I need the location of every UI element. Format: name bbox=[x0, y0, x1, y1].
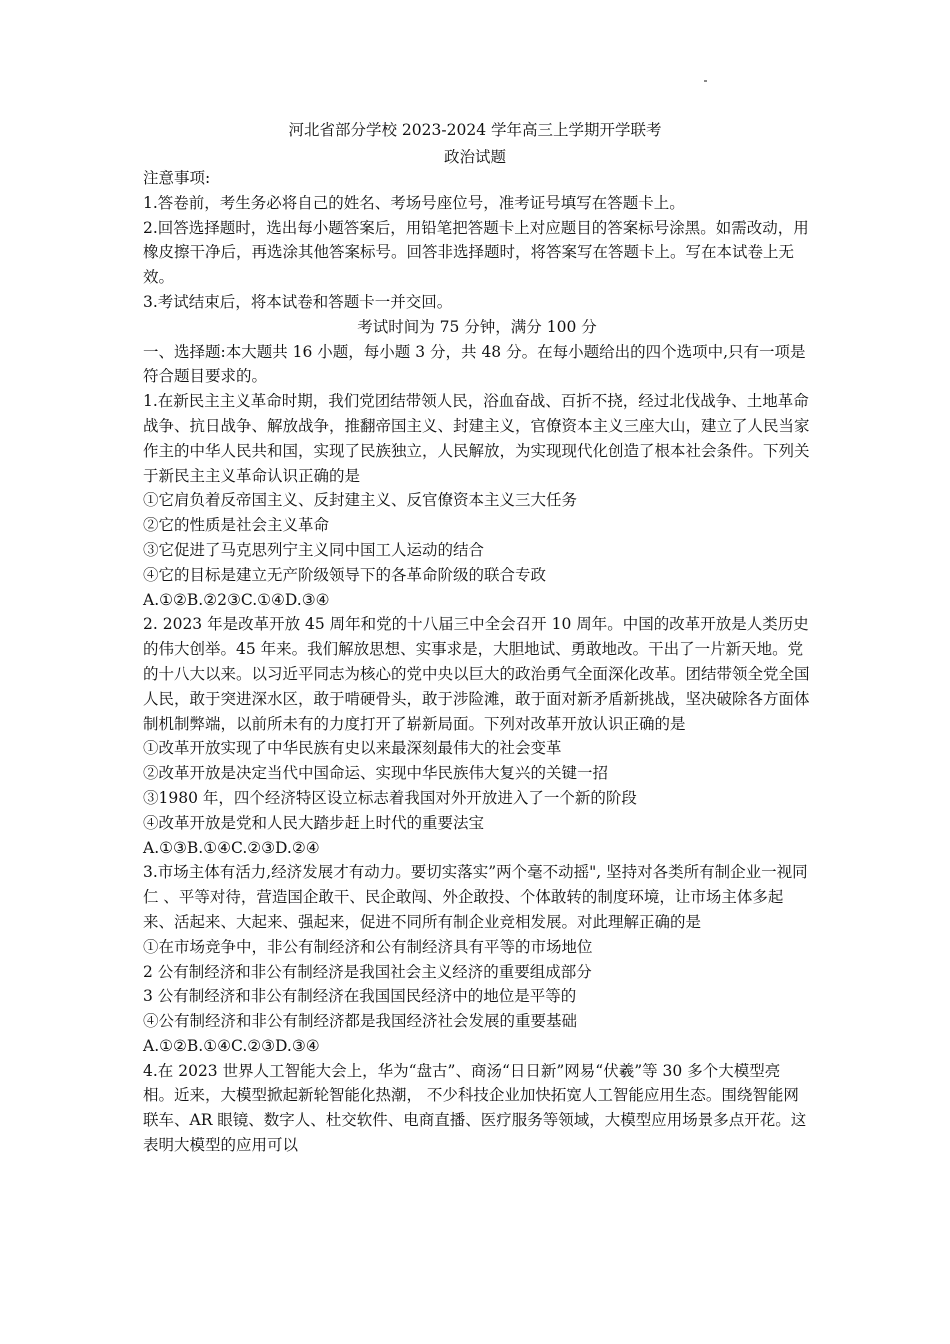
question-item: 2 公有制经济和非公有制经济是我国社会主义经济的重要组成部分 bbox=[143, 962, 592, 981]
question-item: ④它的目标是建立无产阶级领导下的各革命阶级的联合专政 bbox=[143, 565, 547, 584]
question-item: ③它促进了马克思列宁主义同中国工人运动的结合 bbox=[143, 540, 485, 559]
notes-heading: 注意事项: bbox=[143, 169, 211, 187]
question-item: ②改革开放是决定当代中国命运、实现中华民族伟大复兴的关键一招 bbox=[143, 764, 609, 783]
question-options: A.①③B.①④C.②③D.②④ bbox=[143, 838, 320, 857]
exam-time-info: 考试时间为 75 分钟，满分 100 分 bbox=[357, 317, 597, 336]
question-item: ②它的性质是社会主义革命 bbox=[143, 516, 330, 535]
page-title: 河北省部分学校 2023-2024 学年高三上学期开学联考 bbox=[288, 121, 662, 139]
question-item: ①改革开放实现了中华民族有史以来最深刻最伟大的社会变革 bbox=[143, 739, 562, 758]
question-item: ④改革开放是党和人民大踏步赶上时代的重要法宝 bbox=[143, 813, 485, 832]
question-options: A.①②B.①④C.②③D.③④ bbox=[143, 1036, 320, 1055]
question-stem: 1.在新民主主义革命时期，我们党团结带领人民，浴血奋战、百折不挠，经过北伐战争、土地革命战争、抗日战争、解放战争，推翻帝国主义、封建主义，官僚资本主义三座大山，建立了人民当家作主的中华人民共和国，实现了民族独立，人民解放，为实现现代化创造了根本社会条件。下列关于新民主主义革命认识正确的是 bbox=[143, 392, 810, 485]
note-item: 1.答卷前，考生务必将自己的姓名、考场号座位号，准考证号填写在答题卡上。 bbox=[143, 193, 685, 212]
page-subtitle: 政治试题 bbox=[443, 148, 506, 166]
question-stem: 2. 2023 年是改革开放 45 周年和党的十八届三中全会召开 10 周年。中国的改革开放是人类历史的伟大创举。45 年来。我们解放思想、实事求是，大胆地试、勇敢地改。干出了一片新天地。党的十八大以来。以习近平同志为核心的党中央以巨大的政治勇气全面深化改革。团结带领全党全国人民，敢于突进深水区，敢于啃硬骨头，敢于涉险滩，敢于面对新矛盾新挑战，坚决破除各方面体制机制弊端，以前所未有的力度打开了崭新局面。下列对改革开放认识正确的是 bbox=[143, 615, 810, 733]
question-stem: 4.在 2023 世界人工智能大会上，华为“盘古”、商汤“日日新”网易“伏羲”等 30 多个大模型亮相。近来，大模型掀起新轮智能化热潮， 不少科技企业加快拓宽人工智能应用生态。围绕智能网联车、AR 眼镜、数字人、杜交软件、电商直播、医疗服务等领域，大模型应用场景多点开花。这表明大模型的应用可以 bbox=[143, 1061, 807, 1155]
question-item: ③1980 年，四个经济特区设立标志着我国对外开放进入了一个新的阶段 bbox=[143, 788, 637, 807]
question-stem: 3.市场主体有活力,经济发展才有动力。要切实落实”两个毫不动摇", 坚持对各类所有制企业一视同仁 、平等对待，营造国企敢干、民企敢闯、外企敢投、个体敢转的制度环境，让市场主体多起来、活起来、大起来、强起来，促进不同所有制企业竞相发展。对此理解正确的是 bbox=[143, 863, 808, 931]
question-item: 3 公有制经济和非公有制经济在我国国民经济中的地位是平等的 bbox=[143, 987, 577, 1006]
question-item: ①在市场竞争中，非公有制经济和公有制经济具有平等的市场地位 bbox=[143, 937, 593, 956]
scan-speck bbox=[704, 80, 707, 82]
note-item: 3.考试结束后，将本试卷和答题卡一并交回。 bbox=[143, 292, 453, 311]
exam-body bbox=[143, 166, 811, 1158]
question-item: ④公有制经济和非公有制经济都是我国经济社会发展的重要基础 bbox=[143, 1012, 578, 1031]
section-heading: 一、选择题:本大题共 16 小题，每小题 3 分，共 48 分。在每小题给出的四个选项中,只有一项是符合题目要求的。 bbox=[143, 342, 806, 386]
question-options: A.①②B.②2③C.①④D.③④ bbox=[143, 590, 330, 609]
note-item: 2.回答选择题时，选出每小题答案后，用铅笔把答题卡上对应题目的答案标号涂黑。如需改动，用橡皮擦干净后，再选涂其他答案标号。回答非选择题时，将答案写在答题卡上。写在本试卷上无效。 bbox=[143, 218, 809, 287]
question-item: ①它肩负着反帝国主义、反封建主义、反官僚资本主义三大任务 bbox=[143, 491, 578, 510]
